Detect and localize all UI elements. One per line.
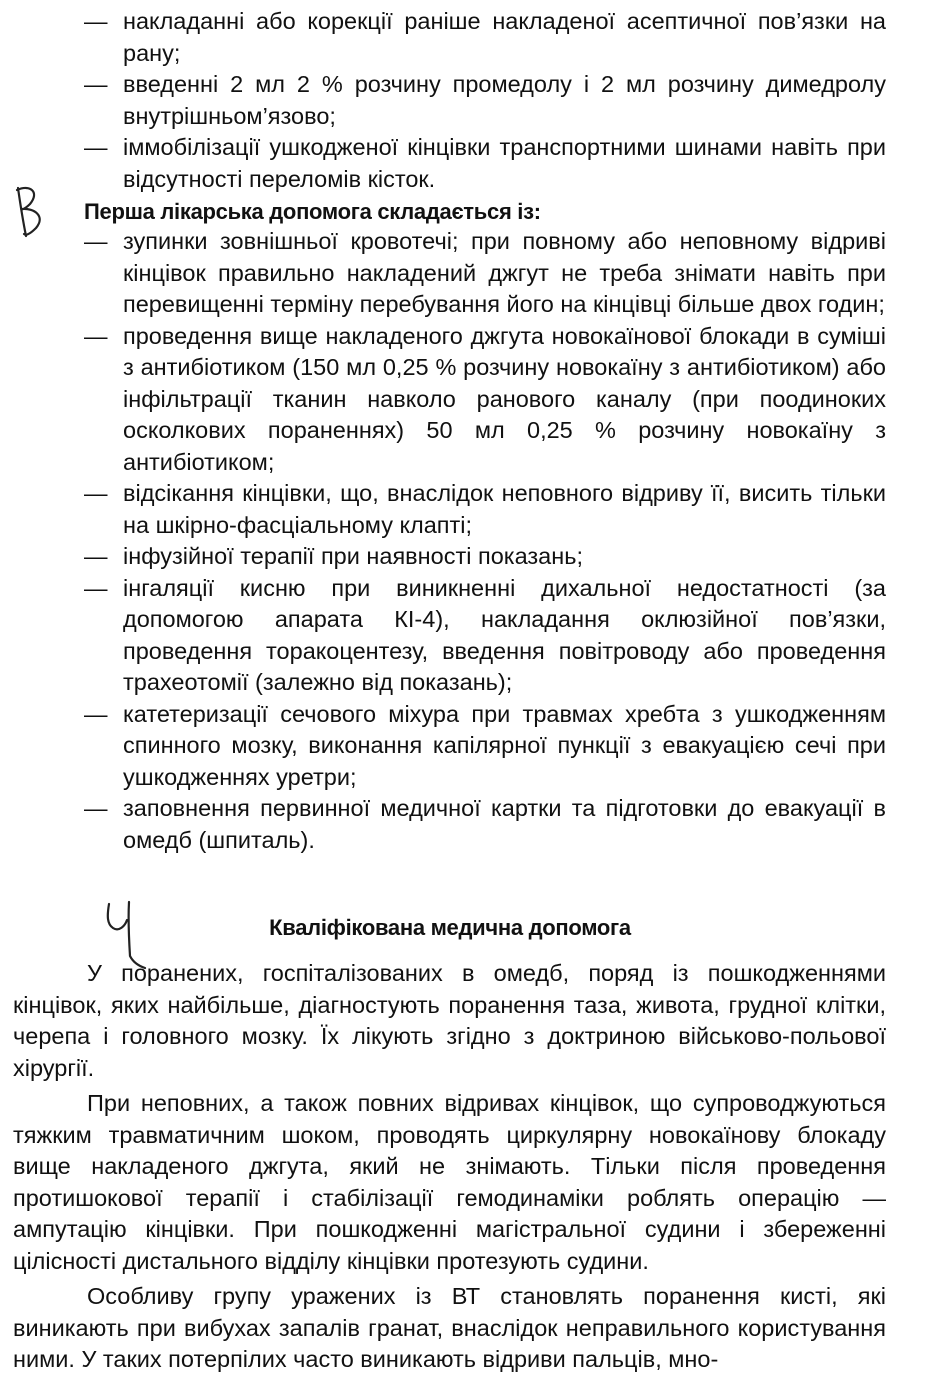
paragraph: Особливу групу уражених із ВТ становлять поранення кисті, які виникають при вибухах запалів гранат, внаслідок неправильного користування ними. У таких потерпілих часто виникають відриви пальців, мно- xyxy=(13,1283,886,1372)
qualified-care-heading: Кваліфікована медична допомога xyxy=(269,915,631,940)
handwritten-mark-v xyxy=(10,182,56,244)
paragraph: У поранених, госпіталізованих в омедб, поряд із пошкодженнями кінцівок, яких найбільше, діагностують поранення таза, живота, грудної клітки, черепа і головного мозку. Їх лікують згідно з доктриною військово-польової хірургії. xyxy=(13,960,886,1081)
list-item: — введенні 2 мл 2 % розчину промедолу і 2 мл розчину димедролу внутрішньом’язово; xyxy=(84,69,886,132)
list-item: — іммобілізації ушкодженої кінцівки транспортними шинами навіть при відсутності переломів кісток. xyxy=(84,132,886,195)
list-item: — заповнення первинної медичної картки та підготовки до евакуації в омедб (шпиталь). xyxy=(84,793,886,856)
list-item: — накладанні або корекції раніше накладеної асептичної пов’язки на рану; xyxy=(84,6,886,69)
list-item: — катетеризації сечового міхура при травмах хребта з ушкодженням спинного мозку, виконання капілярної пункції з евакуацією сечі при ушкодженнях уретри; xyxy=(84,699,886,794)
list-item: — інгаляції кисню при виникненні дихальної недостатності (за допомогою апарата КІ-4), накладання оклюзійної пов’язки, проведення торакоцентезу, введення повітроводу або проведення трахеотомії (залежно від показань); xyxy=(84,573,886,699)
body-text xyxy=(13,958,886,1380)
list-top xyxy=(84,6,886,195)
list-item: — зупинки зовнішньої кровотечі; при повному або неповному відриві кінцівок правильно накладений джгут не треба знімати навіть при перевищенні терміну перебування його на кінцівці більше двох годин; xyxy=(84,226,886,321)
list-item: — проведення вище накладеного джгута новокаїнової блокади в суміші з антибіотиком (150 мл 0,25 % розчину новокаїну з антибіотиком) або інфільтрації тканин навколо ранового каналу (при поодиноких осколкових пораненнях) 50 мл 0,25 % розчину новокаїну з антибіотиком; xyxy=(84,321,886,479)
list-item: — відсікання кінцівки, що, внаслідок неповного відриву її, висить тільки на шкірно-фасціальному клапті; xyxy=(84,478,886,541)
paragraph: При неповних, а також повних відривах кінцівок, що супроводжуються тяжким травматичним шоком, проводять циркулярну новокаїнову блокаду вище накладеного джгута, який не знімають. Тільки після проведення протишокової терапії і стабілізації гемодинаміки роблять операцію — ампутацію кінцівки. При пошкодженні магістральної судини і збереженні цілісності дистального відділу кінцівки протезують судини. xyxy=(13,1090,886,1274)
list-item: — інфузійної терапії при наявності показань; xyxy=(84,541,886,573)
list-first-aid xyxy=(84,226,886,856)
first-aid-heading: Перша лікарська допомога складається із: xyxy=(84,199,541,224)
